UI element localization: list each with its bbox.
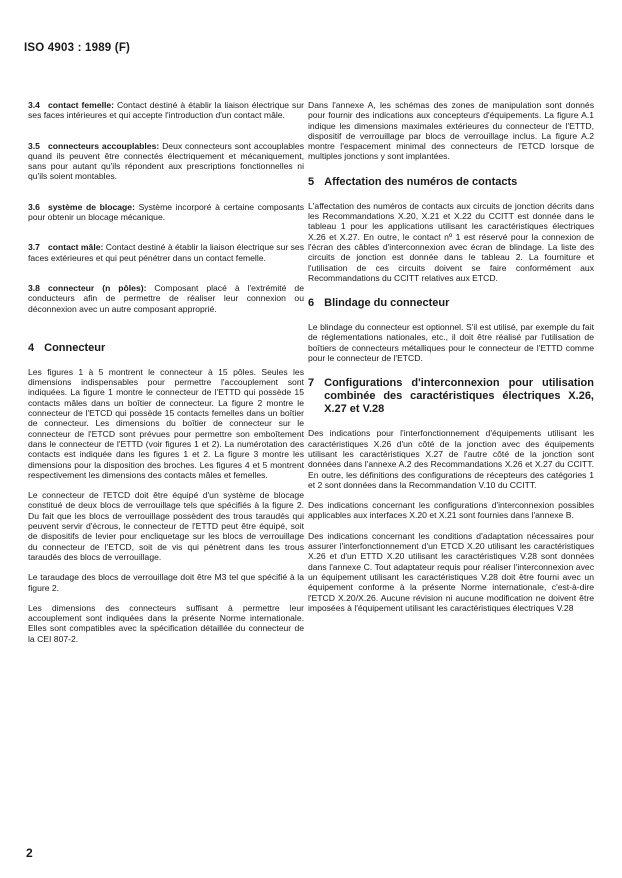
section-4-heading xyxy=(28,342,304,355)
section-7-paragraph: Des indications concernant les configurations d'interconnexion possibles applicables aux interfaces X.20 et X.21 sont fournies dans l'annexe B. xyxy=(308,500,594,521)
definition-term: connecteur (n pôles): xyxy=(47,282,147,293)
section-6-heading xyxy=(308,297,594,310)
section-4-paragraph: Les figures 1 à 5 montrent le connecteur à 15 pôles. Seules les dimensions indispensables pour permettre l'accouplement sont indiquées. La figure 1 montre le connecteur de l'ETTD qui possède 15 contacts mâles dans un boîtier de connecteur. La figure 2 montre le connecteur de l'ETCD qui possède 15 contacts femelles dans un boîtier de connecteur. Les dimensions du boîtier de connecteur sur le connecteur de l'ETCD sont prévues pour permettre son emboîtement dans le connecteur de l'ETTD (voir figures 1 et 2). La numérotation des contacts est indiquée dans les figures 1 et 2. La figure 3 montre les dimensions pour la disposition des broches. Les figures 4 et 5 montrent respectivement les dimensions des contacts mâles et femelles. xyxy=(28,366,304,480)
definition-3-6 xyxy=(28,202,304,223)
section-5-heading xyxy=(308,176,594,189)
definition-text: Contact destiné à établir la liaison électrique sur ses faces extérieures et qui peut pénétrer dans un contact femelle. xyxy=(28,242,304,263)
section-6-paragraph: Le blindage du connecteur est optionnel. S'il est utilisé, par exemple du fait de réglementations nationales, etc., il doit être réalisé par l'utilisation de boîtiers de connecteurs métalliques pour le connecteur de l'ETTD comme pour le connecteur de l'ETCD. xyxy=(308,322,594,364)
definition-text: Système incorporé à certaine composants pour obtenir un blocage mécanique. xyxy=(28,201,304,223)
section-title: Connecteur xyxy=(44,341,106,354)
definition-3-8 xyxy=(28,283,304,314)
definition-number: 3.4 xyxy=(28,100,40,110)
definition-3-5 xyxy=(28,141,304,182)
definition-text: Composant placé à l'extrémité de conducteurs afin de permettre de réaliser leur connexion ou déconnexion avec un autre composant approprié. xyxy=(28,282,304,314)
section-7-heading xyxy=(308,377,594,416)
section-number: 5 xyxy=(308,175,315,188)
section-title: Configurations d'interconnexion pour utilisation combinée des caractéristiques électriques X.26, X.27 et V.28 xyxy=(324,377,594,416)
definition-term: contact femelle: xyxy=(47,100,115,110)
page-number: 2 xyxy=(26,846,33,860)
definition-number: 3.6 xyxy=(28,201,40,212)
definition-number: 3.8 xyxy=(28,282,40,293)
definition-3-4 xyxy=(28,100,304,121)
definition-term: connecteurs accouplables: xyxy=(47,140,160,151)
section-number: 6 xyxy=(308,297,315,310)
section-7-paragraph: Des indications pour l'interfonctionnement d'équipements utilisant les caractéristiques X.26 d'un côté de la jonction avec des équipements utilisant les caractéristiques X.27 de l'autre côté de la jonction sont données dans l'annexe A.2 des Recommandations X.26 et X.27 du CCITT. En outre, les définitions des configurations de récepteurs des catégories 1 et 2 sont données dans la Recommandation V.10 du CCITT. xyxy=(308,428,594,490)
definition-text: Deux connecteurs sont accouplables quand ils peuvent être connectés électriquement et mécaniquement, sans pour autant qu'ils répondent aux prescriptions fonctionnelles ni qu'ils soient montables. xyxy=(28,140,304,182)
section-4-paragraph: Le taraudage des blocs de verrouillage doit être M3 tel que spécifié à la figure 2. xyxy=(28,572,304,593)
section-title: Blindage du connecteur xyxy=(324,297,450,310)
section-title: Affectation des numéros de contacts xyxy=(324,175,518,188)
section-4-paragraph: Le connecteur de l'ETCD doit être équipé d'un système de blocage constitué de deux blocs de verrouillage tels que spécifiés à la figure 2. Du fait que les blocs de verrouillage possèdent des trous taraudés qui peuvent servir d'écrous, le connecteur de l'ETTD peut être équipé, soit de dispositifs de levier pour encliquetage sur les blocs de verrouillage du connecteur de l'ETCD, soit de vis qui pénètrent dans les trous taraudés des blocs de verrouillage. xyxy=(28,490,304,562)
left-column xyxy=(28,100,304,654)
section-4-paragraph: Les dimensions des connecteurs suffisant à permettre leur accouplement sont indiquées dans la présente Norme internationale. Elles sont compatibles avec la spécification détaillée du connecteur de la CEI 807-2. xyxy=(28,602,304,644)
definition-3-7 xyxy=(28,242,304,263)
section-5-paragraph: L'affectation des numéros de contacts aux circuits de jonction décrits dans les Recommandations X.20, X.21 et X.22 du CCITT est donnée dans le tableau 1 pour les applications utilisant les caractéristiques électriques X.26 et X.27. En outre, le contact nº 1 est réservé pour la connexion de l'écran des câbles d'interconnexion avec écran de blindage. La liste des circuits de jonction est donnée dans le tableau 2. La fourniture et l'utilisation de ces circuits doivent se faire conformément aux Recommandations du CCITT relatives aux ETCD. xyxy=(308,200,594,283)
definition-number: 3.5 xyxy=(28,140,40,151)
section-number: 4 xyxy=(28,341,35,354)
right-column xyxy=(308,100,594,623)
definition-term: contact mâle: xyxy=(47,242,104,253)
definition-number: 3.7 xyxy=(28,242,40,253)
standard-header: ISO 4903 : 1989 (F) xyxy=(24,42,131,54)
section-number: 7 xyxy=(308,377,315,390)
annex-intro-paragraph: Dans l'annexe A, les schémas des zones de manipulation sont donnés pour fournir des indications aux concepteurs d'équipements. La figure A.1 indique les dimensions maximales extérieures du connecteur de l'ETTD, dispositif de verrouillage par blocs de verrouillage inclus. La figure A.2 montre l'espacement minimal des connecteurs de l'ETCD lorsque de multiples jonctions y sont implantées. xyxy=(308,100,594,162)
section-7-paragraph: Des indications concernant les conditions d'adaptation nécessaires pour assurer l'interfonctionnement d'un ETCD X.20 utilisant les caractéristiques X.26 et d'un ETTD X.20 utilisant les caractéristiques V.28 sont données dans l'annexe C. Tout adaptateur requis pour réaliser l'interconnexion avec un équipement utilisant les caractéristiques V.28 doit être fourni avec un équipement conforme à la présente Norme internationale, c'est-à-dire l'ETCD X.20/X.26. Aucune révision ni aucune modification ne doivent être imposées à l'équipement utilisant les caractéristiques électriques V.28 xyxy=(308,530,594,613)
definition-term: système de blocage: xyxy=(47,201,135,212)
definition-text: Contact destiné à établir la liaison électrique sur ses faces intérieures et qui accepte l'introduction d'un contact mâle. xyxy=(28,100,304,121)
